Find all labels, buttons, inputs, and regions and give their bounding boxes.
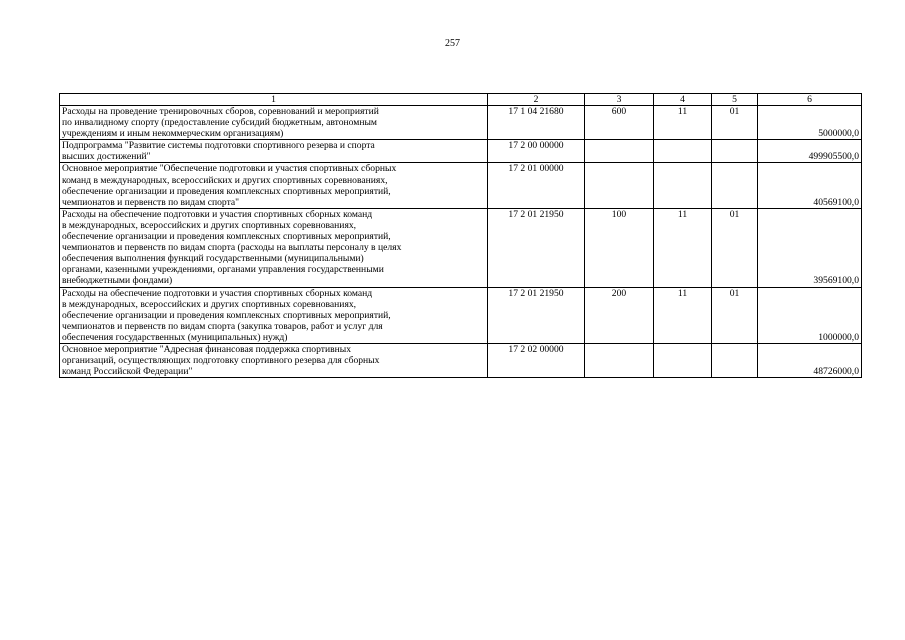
row-amount: 5000000,0: [758, 106, 862, 140]
row-description: Расходы на обеспечение подготовки и участия спортивных сборных команд в международных, всероссийских и других спортивных соревнованиях, обеспечение организации и проведения комплексных спортивных мероприятий, чемпионатов и первенств по видам спорта (расходы на выплаты персоналу в целях обеспечения выполнения функций государственными (муниципальными) органами, казенными учреждениями, органами управления государственными внебюджетными фондами): [60, 208, 488, 287]
row-code: 17 2 01 21950: [488, 208, 585, 287]
row-code: 17 1 04 21680: [488, 106, 585, 140]
column-header-3: 3: [585, 94, 654, 106]
table-row: [60, 343, 862, 377]
row-col4: 11: [654, 106, 712, 140]
row-description: Подпрограмма "Развитие системы подготовки спортивного резерва и спорта высших достижений": [60, 140, 488, 163]
row-description: Расходы на проведение тренировочных сборов, соревнований и мероприятий по инвалидному спорту (предоставление субсидий бюджетным, автономным учреждениям и иным некоммерческим организациям): [60, 106, 488, 140]
row-code: 17 2 01 00000: [488, 163, 585, 208]
row-col5: 01: [712, 106, 758, 140]
table-row: [60, 208, 862, 287]
row-col3: [585, 163, 654, 208]
column-header-1: 1: [60, 94, 488, 106]
row-col4: [654, 343, 712, 377]
table-row: [60, 163, 862, 208]
row-code: 17 2 02 00000: [488, 343, 585, 377]
row-col3: 600: [585, 106, 654, 140]
table-row: [60, 140, 862, 163]
table-row: [60, 106, 862, 140]
row-col5: [712, 163, 758, 208]
row-code: 17 2 01 21950: [488, 287, 585, 343]
row-col4: 11: [654, 208, 712, 287]
row-col4: [654, 140, 712, 163]
row-description: Основное мероприятие "Обеспечение подготовки и участия спортивных сборных команд в международных, всероссийских и других спортивных соревнованиях, обеспечение организации и проведения комплексных спортивных мероприятий, чемпионатов и первенств по видам спорта": [60, 163, 488, 208]
table-row: [60, 287, 862, 343]
budget-table: [59, 93, 862, 378]
column-header-5: 5: [712, 94, 758, 106]
row-col5: 01: [712, 287, 758, 343]
row-col3: [585, 343, 654, 377]
row-amount: 1000000,0: [758, 287, 862, 343]
column-header-6: 6: [758, 94, 862, 106]
row-col5: 01: [712, 208, 758, 287]
row-amount: 499905500,0: [758, 140, 862, 163]
row-col4: 11: [654, 287, 712, 343]
row-col3: 200: [585, 287, 654, 343]
row-description: Основное мероприятие "Адресная финансовая поддержка спортивных организаций, осуществляющих подготовку спортивного резерва для сборных команд Российской Федерации": [60, 343, 488, 377]
row-col3: 100: [585, 208, 654, 287]
page-number: 257: [445, 38, 460, 49]
table-header-row: [60, 94, 862, 106]
row-amount: 40569100,0: [758, 163, 862, 208]
row-amount: 48726000,0: [758, 343, 862, 377]
row-col5: [712, 140, 758, 163]
column-header-4: 4: [654, 94, 712, 106]
row-col3: [585, 140, 654, 163]
row-amount: 39569100,0: [758, 208, 862, 287]
column-header-2: 2: [488, 94, 585, 106]
row-description: Расходы на обеспечение подготовки и участия спортивных сборных команд в международных, всероссийских и других спортивных соревнованиях, обеспечение организации и проведения комплексных спортивных мероприятий, чемпионатов и первенств по видам спорта (закупка товаров, работ и услуг для обеспечения государственных (муниципальных) нужд): [60, 287, 488, 343]
row-code: 17 2 00 00000: [488, 140, 585, 163]
row-col4: [654, 163, 712, 208]
row-col5: [712, 343, 758, 377]
